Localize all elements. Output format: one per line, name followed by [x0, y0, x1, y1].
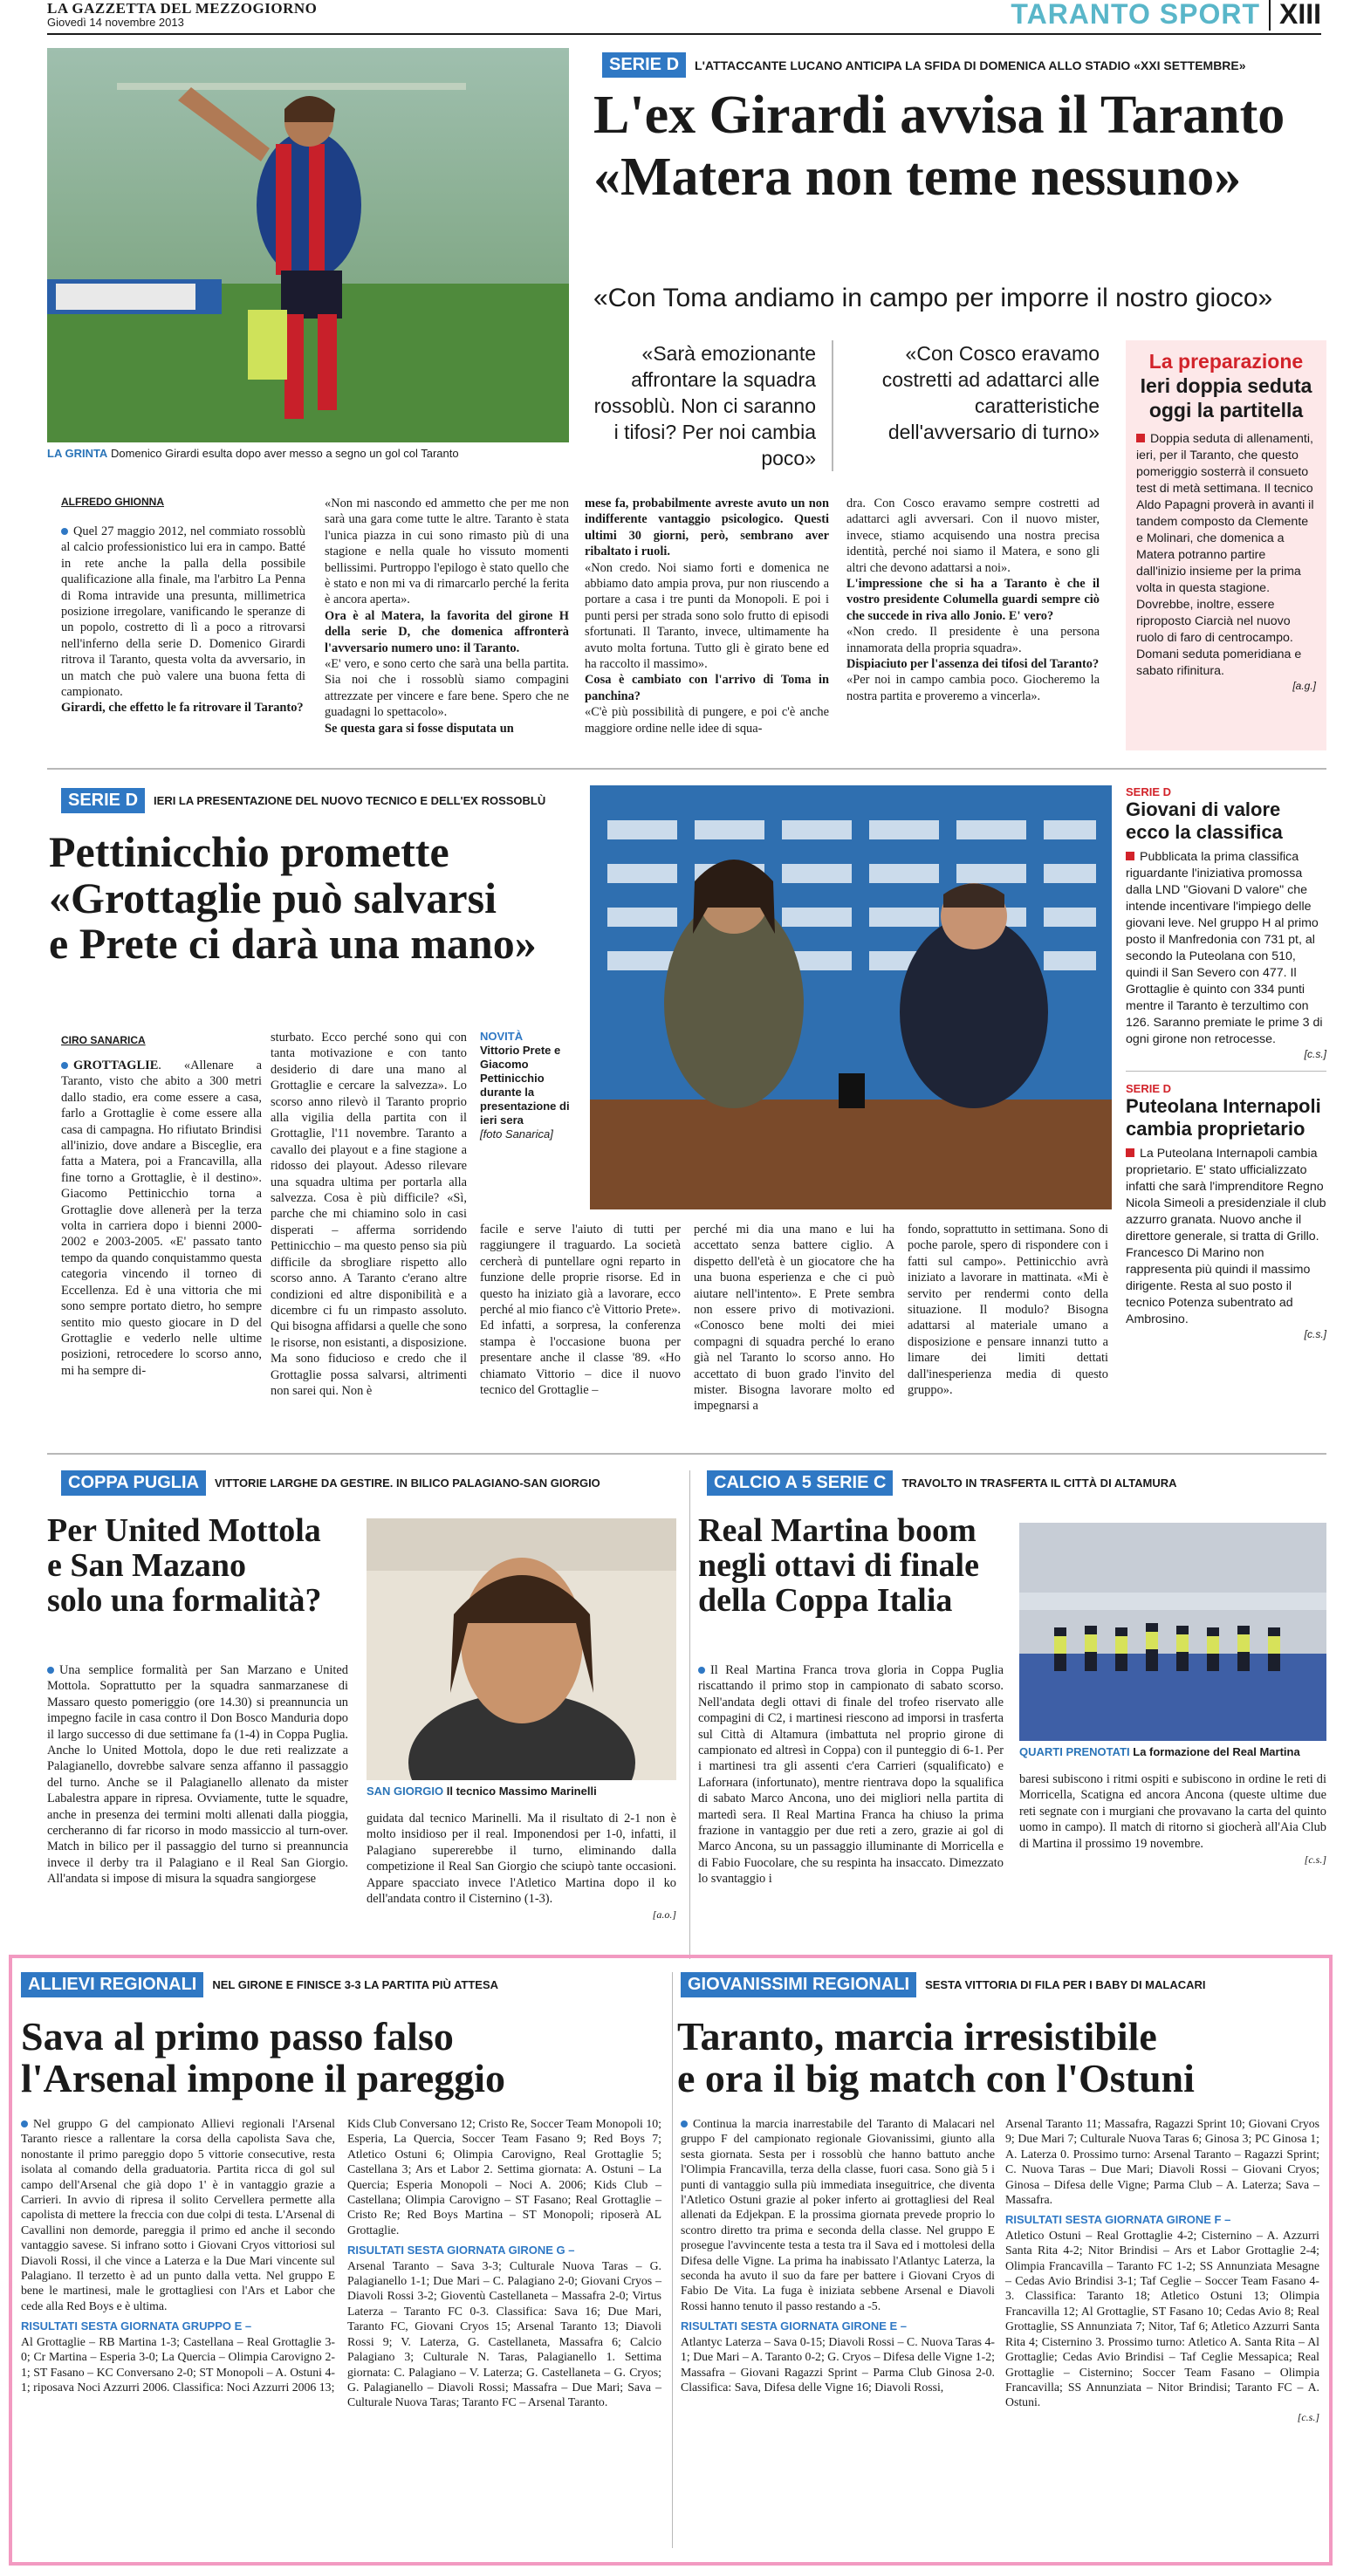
headline-line-2: e ora il big match con l'Ostuni [677, 2056, 1195, 2101]
bullet-icon [1126, 852, 1134, 860]
article3-kicker [61, 1470, 707, 1496]
article-signature: [a.o.] [652, 1908, 676, 1922]
article4-body [698, 1662, 1004, 1887]
page-number: XIII [1269, 0, 1321, 31]
col-text: Quel 27 maggio 2012, nel commiato rossoblù al calcio professionistico lui era in campo. Batté in rete anche la palla della possibile qualificazione alla finale, ma l'arbitro La Penna di Roma intravide una presunta, millimetrica posizione irregolare, vanificando le speranze di un popolo, costretto di lì a poco a ritrovarsi nell'inferno della serie D. Domenico Girardi ritrova il Taranto, questa volta da avversario, in un match che può valere una buona fetta di campionato. [61, 524, 305, 700]
quote-divider [832, 340, 833, 471]
headline-line-2: l'Arsenal impone il pareggio [21, 2056, 505, 2101]
team-image [1019, 1523, 1326, 1741]
headline-line-1: Pettinicchio promette [49, 827, 449, 876]
article3-body-2 [367, 1811, 676, 1923]
article-signature: [c.s.] [1304, 1853, 1326, 1867]
col-text: Il Real Martina Franca trova gloria in Coppa Puglia riscattando il primo stop in campionato di sabato scorso. Nell'andata degli ottavi di finale del trofeo riservato alle compagini di C2, i martinesi riescono ad imporsi in trasferta sul Città di Altamura (imbattuta nel proprio girone di campionato ed altresì in Coppa) con il punteggio di 6-1. Per i martinesi tra gli assenti c'era Carrieri (squalificato) e Laforнara (infortunato), mentre rientrava dopo la squalifica di sabato Marco Ancona, uno dei migliori nella partita di martedì sera. Il Real Martina Franca ha chiuso la prima frazione in vantaggio per due reti a zero, grazie ai gol di Marco Ancona, su un passaggio illuminante di Morricella e di Fabio Fuocolare, che su respinta ha insaccato. Dimezzato lo svantaggio i [698, 1663, 1004, 1887]
kicker-text: VITTORIE LARGHE DA GESTIRE. IN BILICO PALAGIANO-SAN GIORGIO [215, 1476, 600, 1490]
article4-headline [698, 1514, 995, 1619]
kicker-label: SERIE D [602, 52, 686, 78]
sidebar-text: Doppia seduta di allenamenti, ieri, per il Taranto, che questo pomeriggio sosterrà il consueto test di metà settimana. Il tecnico Aldo Papagni proverà in avanti il tandem composto da Clemente e Molinari, che domenica a Matera potranno partire dall'inizio insieme per la prima volta in questa stagione. Dovrebbe, inoltre, essere riproposto Ciarcià nel nuovo ruolo di faro di centrocampo. Domani seduta pomeridiana e sabato rifinitura. [1136, 432, 1314, 678]
interview-question: Girardi, che effetto le fa ritrovare il Taranto? [61, 701, 304, 716]
headline-line-1: Sava al primo passo falso [21, 2014, 454, 2059]
col-text: Nel gruppo G del campionato Allievi regionali l'Arsenal Taranto riesce a rallentare la corsa della capolista Sava che, nonostante il primo pareggio dopo 5 vittorie consecutive, resta isolata al comando della graduatoria. Partita ricca di gol sul campo dell'Arsenal che già dopo 1' è in vantaggio grazie a Carrieri. In avvio di ripresa il solito Cervellera permette alla capolista di mettere la freccia con due colpi di testa. L'Arsenal di Cavallini non demorde, pareggia il primo ed anche il secondo vantaggio savese. Si infrano sotto i Giovani Cryos vittoriosi sul Diavoli Rossi, il che vince a Laterza e la Due Mari vincente sul Palagiano. Il terzetto è ad un punto dalla vetta. Nel gruppo E bene le martinesi, male le grottagliesi con l'Ars et Labor che cede alla Red Boys e è ultima. [21, 2117, 335, 2312]
preparation-sidebar [1126, 340, 1326, 750]
headline-line-1: Per United Mottola [47, 1512, 321, 1549]
headline-line-2: negli ottavi di finale [698, 1546, 979, 1584]
lead-dot-icon [681, 2120, 688, 2127]
results-text: Arsenal Taranto – Sava 3-3; Culturale Nuova Taras – G. Palagianello 1-1; Due Mari – C. Palagiano 2-0; Giovani Cryos – Diavoli Rossi 3-2; Gioventù Castellaneta – Massafra 2-0; Virtus Laterza – Taranto FC 0-3. Classifica: Sava 16; Due Mari, Taranto FC, Giovani Cryos 15; Arsenal Taranto 13; Diavoli Rossi 9; V. Laterza, G. Castellaneta, Massafra 6; Calcio Palagiano 3; Culturale N. Taras, Palagianello 1. Settima giornata: C. Palagiano – V. Laterza; G. Castellaneta – G. Cryos; G. Palagianello – Diavoli Rossi; Massafra – Due Mari; Sava – Culturale Nuova Taras; Taranto FC – Arsenal Taranto. [347, 2258, 661, 2409]
sidebar-kicker: La preparazione [1148, 350, 1304, 373]
interview-question: Dispiaciuto per l'assenza dei tifosi del Taranto? [846, 657, 1100, 672]
col-text: fondo, soprattutto in settimana. Sono di poche parole, spero di rispondere con i fatti sul campo». Pettinicchio avrà iniziato a lavorare in mattinata. «Mi è servito per rendermi conto della situazione. Il modulo? Bisogna adattarsi al materiale umano a disposizione e pensare innanzi tutto a limare dei limiti dettati dall'inesperienza media di questo gruppo». [908, 1223, 1108, 1398]
results-text: Atletico Ostuni – Real Grottaglie 4-2; Cisternino – A. Azzurri Santa Rita 4-2; Nitor Brindisi – Ars et Labor Grottaglie 2-4; Olimpia Francavilla – Taranto FC 1-2; SS Annunziata Mesagne – Cedas Avio Brindisi 3-1; Taf Ceglie – Soccer Team Fasano 4-3. Classifica: Taranto 18; Atletico Ostuni 13; Olimpia Francavilla 12; Al Grottaglie, ST Fasano 10; Cedas Avio 8; Real Grottaglie, SS Annunziata 7; Nitor, Taf 6; Atletico Azzurri Santa Rita 4; Cisternino 3. Prossimo turno: Atletico A. Santa Rita – Al Grottaglie; Cedas Avio Brindisi – Taf Ceglie Messapica; Real Grottaglie – Cisternino; Soccer Team Fasano – Olimpia Francavilla; SS Annunziata – Nitor Brindisi; Taranto FC – A. Ostuni. [1005, 2228, 1319, 2409]
press-conference-photo [590, 785, 1112, 1209]
article2-col-4 [694, 1222, 894, 1415]
bullet-icon [1136, 434, 1145, 442]
col-text: «Non credo. Noi siamo forti e domenica ne abbiamo dato ampia prova, pur non riuscendo a portare a casa i tre punti da Monopoli. E poi i punti persi per strada sono solo frutto di episodi sfortunati. Il Taranto, invece, ultimamente ha avuto molta fortuna. Tutto gli è girato bene ed ha raccolto il massimo». [585, 560, 829, 672]
marinelli-photo [367, 1518, 676, 1780]
article5-headline [21, 2016, 667, 2100]
sidebar-text: La Puteolana Internapoli cambia proprietario. E' stato ufficializzato infatti che sarà l'imprenditore Regno Nicola Simeoli a presidenziale il club azzurro granata. Nuovo anche il direttore generale, si tratta di Grillo. Francesco Di Marino non rappresenta più quindi il massimo dirigente. Resta al suo posto il tecnico Potenza subentrato ad Ambrosino. [1126, 1147, 1326, 1326]
col-text: «E' vero, e sono certo che sarà una bella partita. Sia noi che i rossoblù siamo compagini attrezzate per vincere e fare bene. Spero che ne guadagni lo spettacolo». [325, 657, 569, 720]
sidebar-title: Puteolana Internapoli cambia proprietario [1126, 1095, 1321, 1140]
headline-line-1: Taranto, marcia irresistibile [677, 2014, 1157, 2059]
headline-line-3: della Coppa Italia [698, 1581, 953, 1619]
col-text: «Non mi nascondo ed ammetto che per me non sarà una gara come tutte le altre. Taranto è stata l'unica piazza in cui sono rimasto più di una stagione e nella quale ho vissuto momenti bellissimi. Purtroppo l'epilogo è stato quello che è stato e non mi va di rimarcarlo perché la ferita è ancora aperta». [325, 497, 569, 607]
masthead [47, 0, 1321, 35]
newspaper-name: LA GAZZETTA DEL MEZZOGIORNO [47, 0, 318, 17]
article2-col-2 [271, 1030, 467, 1399]
article2-col-1: GROTTAGLIE. «Allenare a Taranto, visto che abito a 300 metri dallo stadio, era come essere a casa, farlo a Grottaglie è come essere alla casa di campagna. Ho rifiutato Brindisi all'inizio, dove andare a Bisceglie, era fatta a Matera, poi a Francavilla, alla fine torno a Grottaglie, è il destino». Giacomo Pettinicchio torna a Grottaglie dove allenerà per la terza volta in carriera dopo i bienni 2000-2002 e 2003-2005. «E' passato tanto tempo da quando conquistammo questa categoria vincendo il torneo di Eccellenza. Ed è una vittoria che mi sono sempre portato dietro, ho sempre sentito mio questo giocare in D del Grottaglie e vederlo nelle ultime posizioni, retrocedere lo scorso anno, mi ha sempre di- [61, 1058, 262, 1378]
article1-col-1 [61, 524, 305, 716]
headline-line-3: e Prete ci darà una mano» [49, 919, 537, 968]
col-text: «Allenare a Taranto, visto che abito a 300 metri dallo stadio, era come essere a casa, farlo a Grottaglie è come essere alla casa di campagna. Ho rifiutato Brindisi all'inizio, dove andare a Bisceglie, era fatta a Matera, poi a Francavilla, alla fine torno a Grottaglie, è il destino». Giacomo Pettinicchio torna a Grottaglie dove allenerà per la terza volta in carriera dopo i bienni 2000-2002 e 2003-2005. «E' passato tanto tempo da quando conquistammo questa categoria vincendo il torneo di Eccellenza. Ed è una vittoria che mi sono sempre portato dietro, ho sempre sentito mio questo giocare in D del Grottaglie e vederlo nelle ultime posizioni, retrocedere lo scorso anno, mi ha sempre di- [61, 1058, 262, 1378]
results-text: Kids Club Conversano 12; Cristo Re, Soccer Team Monopoli 10; Esperia, La Quercia, Soccer Team Fasano 9; Red Boys 7; Atletico Ostuni 6; Olimpia Carovigno, Real Grottaglie 5; Castellana 3; Ars et Labor 2. Settima giornata: A. Ostuni – La Quercia; Esperia Monopoli – Noci A. 2006; Kids Club – Castellana; Olimpia Carovigno – ST Fasano; Real Grottaglie – Cristo Re; Red Boys Martina – ST Monopoli; riposerà AL Grottaglie. [347, 2117, 661, 2237]
sidebar-signature: [a.g.] [1292, 680, 1316, 692]
results-heading: RISULTATI SESTA GIORNATA GIRONE E – [681, 2319, 908, 2333]
col-text: guidata dal tecnico Marinelli. Ma il risultato di 2-1 non è molto insidioso per il real. Imponendosi per 1-0, infatti, il Palagiano supererebbe il turno, eliminando dalla competizione il Real San Giorgio che sciupò tante occasioni. Appare spacciato invece l'Atletico Martina dopo il ko dell'andata contro il Cisternino (1-3). [367, 1812, 676, 1907]
caption-tag: SAN GIORGIO [367, 1785, 444, 1798]
section-divider [47, 1453, 1326, 1455]
caption-text: La formazione del Real Martina [1133, 1745, 1300, 1758]
article3-body [47, 1662, 348, 1887]
article1-subhead: «Con Toma andiamo in campo per imporre il nostro gioco» [593, 284, 1273, 312]
caption-text: Il tecnico Massimo Marinelli [446, 1785, 597, 1798]
article2-byline: CIRO SANARICA [61, 1034, 146, 1046]
col-text: «C'è più possibilità di pungere, e poi c'è anche maggiore ordine nelle idee di squa- [585, 705, 829, 736]
article1-col-2 [325, 496, 569, 736]
bullet-icon [1126, 1148, 1134, 1157]
kicker-text: NEL GIRONE E FINISCE 3-3 LA PARTITA PIÙ ATTESA [212, 1978, 499, 1991]
article2-kicker [61, 788, 602, 813]
sidebar-kicker: SERIE D [1126, 785, 1172, 798]
pull-quote-1: «Sarà emozionante affrontare la squadra rossoblù. Non ci saranno i tifosi? Per noi cambia poco» [593, 342, 816, 469]
kicker-text: SESTA VITTORIA DI FILA PER I BABY DI MALACARI [925, 1978, 1206, 1991]
kicker-label: GIOVANISSIMI REGIONALI [681, 1972, 916, 1997]
article6-headline [677, 2016, 1323, 2100]
article4-body-2 [1019, 1771, 1326, 1867]
col-text: dra. Con Cosco eravamo sempre costretti ad adattarci agli avversari. Con il nuovo mister, invece, stiamo acquisendo una nostra precisa identità, perché noi siamo il Matera, e sono gli altri che devono adattarsi a noi». [846, 497, 1100, 575]
results-heading: RISULTATI SESTA GIORNATA GIRONE G – [347, 2244, 575, 2257]
sidebar-kicker: SERIE D [1126, 1082, 1172, 1095]
article4-kicker [707, 1470, 1326, 1496]
results-heading: RISULTATI SESTA GIORNATA GRUPPO E – [21, 2319, 252, 2333]
results-text: Al Grottaglie – RB Martina 1-3; Castellana – Real Grottaglie 3-0; Cr Martina – Esperia 3-0; La Quercia – Olimpia Carovigno 2-1; ST Fasano – KC Conversano 2-0; ST Monopoli – A. Ostuni 4-1; riposava Noci Azzurri 2006. Classifica: Noci Azzurri 2006 13; [21, 2334, 335, 2394]
interview-question: Se questa gara si fosse disputata un [325, 721, 514, 736]
lead-dot-icon [47, 1667, 54, 1674]
novita-caption [480, 1030, 576, 1141]
youth-ranking-sidebar [1126, 785, 1326, 1340]
headline-line-2: «Grottaglie può salvarsi [49, 873, 497, 922]
col-text: sturbato. Ecco perché sono qui con tanta motivazione e con tanto desiderio di dare una mano al Grottaglie e cercare la salvezza». Lo scorso anno rilevò il Taranto proprio alla vigilia della partita con il Grottaglie, l'11 novembre. Taranto a cavallo dei playout e a fine stagione a ridosso dei playout. Adesso rilevare una squadra ultima per portarla alla salvezza. Cosa è più difficile? «Sì, parche che mi chiamino solo in casi disperati – afferma sorridendo Pettinicchio – ma questo penso sia più difficile da sbrogliare rispetto allo scorso anno. A Taranto c'erano altre condizioni ed altre disponibilità e a dicembre ci fu un rimpasto assoluto. Qui bisogna affidarsi a quelle che sono le risorse, non esistanti, a disposizione. Ma sono fiducioso e credo che il Grottaglie possa salvarsi, altrimenti non sarei qui. Non è [271, 1031, 467, 1398]
col-text: «Non credo. Il presidente è una persona innamorata della propria squadra». [846, 625, 1100, 655]
sidebar-title: Giovani di valore ecco la classifica [1126, 798, 1283, 843]
article5-col-2 [347, 2116, 661, 2410]
kicker-label: SERIE D [61, 788, 145, 813]
article1-headline [593, 87, 1326, 206]
section-title: TARANTO SPORT [1011, 0, 1260, 30]
article1-byline: ALFREDO GHIONNA [61, 496, 164, 508]
article2-headline [49, 829, 607, 967]
sidebar-body [1136, 431, 1316, 680]
girardi-photo-caption [47, 447, 571, 461]
photo-credit: [foto Sanarica] [480, 1127, 553, 1141]
sidebar-title: Ieri doppia seduta oggi la partitella [1140, 374, 1312, 421]
article2-col-3 [480, 1222, 681, 1398]
sidebar-body [1126, 1146, 1326, 1328]
marinelli-caption [367, 1785, 681, 1798]
real-martina-photo [1019, 1523, 1326, 1741]
kicker-label: COPPA PUGLIA [61, 1470, 206, 1496]
article6-kicker [681, 1972, 1326, 1997]
headline-line-3: solo una formalità? [47, 1581, 322, 1619]
lead-dot-icon [61, 528, 68, 535]
headline-line-2: e San Mazano [47, 1546, 246, 1584]
kicker-text: IERI LA PRESENTAZIONE DEL NUOVO TECNICO E DELL'EX ROSSOBLÙ [154, 794, 546, 807]
headline-line-2: «Matera non teme nessuno» [593, 147, 1242, 208]
article6-col-1 [681, 2116, 995, 2394]
kicker-text: TRAVOLTO IN TRASFERTA IL CITTÀ DI ALTAMURA [901, 1476, 1177, 1490]
dateline: GROTTAGLIE [73, 1058, 159, 1072]
article5-kicker [21, 1972, 649, 1997]
col-text: Continua la marcia inarrestabile del Taranto di Malacari nel gruppo F del campionato regionale Giovanissimi, giunto alla sesta giornata. Sesta per i rossoblù che hanno battuto anche l'Olimpia Francavilla, terza della classe, fuori casa. Sono già 5 i punti di vantaggio sulla più immediata inseguitrice, che diventa l'Atletico Ostuni grazie al poker inferto ai grottagliesi del Real allenati da Edjekpan. E la prossima giornata prevede proprio lo scontro diretto tra prima e seconda della classe. Nel gruppo E prosegue l'avvincente testa a testa tra il Sava ed i mottolesi della Difesa delle Vigne. La prima ha inabissato l'Atlantyc Laterza, la seconda ha avuto il suo da fare per battere i Giovani Cryos di Fabio De Vita. La fuga è iniziata sebbene Arsenal e Diavoli Rossi hanno tenuto il passo restando a -5. [681, 2117, 995, 2312]
section-divider [47, 768, 1326, 770]
headline-line-1: L'ex Girardi avvisa il Taranto [593, 86, 1285, 145]
caption-tag: LA GRINTA [47, 447, 108, 460]
results-text: Arsenal Taranto 11; Massafra, Ragazzi Sprint 10; Giovani Cryos 9; Due Mari 7; Culturale Nuova Taras 6; Ginosa 3; PC Ginosa 1; A. Laterza 0. Prossimo turno: Arsenal Taranto – Ragazzi Sprint; C. Nuova Taras – Due Mari; Diavoli Rossi – Giovani Cryos; Ginosa – Difesa delle Vigne; Parma Club – A. Laterza; Sava – Massafra. [1005, 2117, 1319, 2207]
pull-quote-2: «Con Cosco eravamo costretti ad adattarci alle caratteristiche dell'avversario di turno» [881, 342, 1100, 443]
article1-col-3 [585, 496, 829, 736]
real-martina-caption [1019, 1745, 1333, 1759]
sidebar-text: Pubblicata la prima classifica riguardante l'iniziativa promossa dalla LND "Giovani D valore" che intende incentivare l'impiego delle giovani leve. Nel gruppo H al primo posto il Manfredonia con 731 pt, al secondo la Puteolana con 510, quindi il San Severo con 477. Il Grottaglie è quinto con 334 punti mentre il Taranto è terzultimo con 126. Saranno premiate le prime 3 di ogni girone non retrocesse. [1126, 850, 1323, 1046]
interview-question: Cosa è cambiato con l'arrivo di Toma in panchina? [585, 673, 829, 703]
portrait-image [367, 1518, 676, 1780]
soccer-player-image [47, 48, 569, 442]
caption-tag: NOVITÀ [480, 1030, 524, 1043]
press-conference-image [590, 785, 1112, 1209]
caption-tag: QUARTI PRENOTATI [1019, 1745, 1130, 1758]
article-signature: [c.s.] [1297, 2410, 1319, 2423]
caption-text: Vittorio Prete e Giacomo Pettinicchio durante la presentazione di ieri sera [480, 1044, 570, 1127]
article1-kicker [602, 52, 1326, 78]
lead-dot-icon [698, 1667, 705, 1674]
results-heading: RISULTATI SESTA GIORNATA GIRONE F – [1005, 2213, 1231, 2227]
interview-question: mese fa, probabilmente avreste avuto un non indifferente vantaggio psicologico. Questi ultimi 30 giorni, però, sembrano aver ribaltato i ruoli. [585, 497, 829, 559]
sidebar-divider [1126, 1071, 1326, 1072]
column-divider [672, 1972, 673, 2548]
col-text: «Per noi in campo cambia poco. Giocheremo la nostra partita e proveremo a vincerla». [846, 673, 1100, 703]
kicker-text: L'ATTACCANTE LUCANO ANTICIPA LA SFIDA DI DOMENICA ALLO STADIO «XXI SETTEMBRE» [695, 58, 1246, 72]
sidebar-body [1126, 849, 1326, 1048]
article5-col-1 [21, 2116, 335, 2394]
girardi-photo [47, 48, 569, 442]
sidebar-signature: [c.s.] [1304, 1328, 1326, 1340]
kicker-label: CALCIO A 5 SERIE C [707, 1470, 893, 1496]
col-text: Una semplice formalità per San Marzano e United Mottola. Soprattutto per la squadra sanmarzanese di Massaro questo pomeriggio (ore 14.30) si preannuncia un impegno facile in casa contro il Don Bosco Manduria dopo il largo successo di due settimane fa (1-4) in Coppa Puglia. Anche lo United Mottola, dopo le due reti realizzate a Palagianello, dovrebbe salvare senza affanno il passaggio del turno. Anche se il Palagianello allenato da mister Labalestra appare in ripresa. Ovviamente, tutte le squadre, anche in presenza dei termini molti allenati dalla pioggia, cercheranno di far ricorso in modo massiccio al turn-over. Match in bilico per il passaggio del turno si preannuncia invece il derby tra il Palagiano e il Real San Giorgio. All'andata si impose di misura la squadra sangiorgese [47, 1663, 348, 1887]
col-text: perché mi dia una mano e lui ha accettato senza battere ciglio. A dispetto dell'età è un giocatore che ha una buona esperienza e che ci può aiutare nell'intento». E Prete sembra non essere privo di motivazioni. «Conosco bene molti dei miei compagni di squadra perché lo erano già nel Taranto lo scorso anno. Ho accettato di buon grado l'invito del mister. Bisogna lavorare molto ed impegnarsi a [694, 1223, 894, 1414]
caption-text: Domenico Girardi esulta dopo aver messo a segno un gol col Taranto [110, 447, 459, 460]
results-text: Atlantyc Laterza – Sava 0-15; Diavoli Rossi – C. Nuova Taras 4-1; Due Mari – A. Taranto 0-2; G. Cryos – Difesa delle Vigne 1-2; Massafra – Giovani Ragazzi Sprint – Parma Club Ginosa 2-0. Classifica: Sava, Difesa delle Vigne 16; Diavoli Rossi, [681, 2334, 995, 2394]
issue-date: Giovedì 14 novembre 2013 [47, 16, 184, 29]
lead-dot-icon [21, 2120, 28, 2127]
interview-question: L'impressione che si ha a Taranto è che il vostro presidente Columella guardi sempre ciò che succede in riva allo Jonio. E' vero? [846, 577, 1100, 623]
lead-dot-icon [61, 1062, 68, 1069]
headline-line-1: Real Martina boom [698, 1512, 977, 1549]
sidebar-signature: [c.s.] [1304, 1048, 1326, 1060]
article2-col-5 [908, 1222, 1108, 1398]
article3-headline [47, 1514, 344, 1619]
article6-col-2 [1005, 2116, 1319, 2425]
col-text: facile e serve l'aiuto di tutti per raggiungere il traguardo. La società cercherà di puntellare ogni reparto in funzione delle proprie risorse. Ed in questo ha iniziato già a lavorare, ecco perché al mio fianco c'è Vittorio Prete». Ed infatti, a sorpresa, la conferenza stampa è l'occasione buona per presentare anche il classe '89. «Ho chiamato Vittorio – dice il nuovo tecnico del Grottaglie – [480, 1223, 681, 1398]
article1-col-4 [846, 496, 1100, 704]
kicker-label: ALLIEVI REGIONALI [21, 1972, 203, 1997]
column-divider [689, 1470, 690, 1959]
interview-question: Ora è al Matera, la favorita del girone H della serie D, che domenica affronterà l'avversario numero uno: il Taranto. [325, 608, 569, 655]
col-text: baresi subiscono i ritmi ospiti e subiscono in ordine le reti di Morricella, Scatigna ed ancora Ancona (queste ultime due reti segnate con i murgiani che provavano la carta del quinto uomo in campo). Il match di ritorno si giocherà all'Aia Club di Martina il prossimo 19 novembre. [1019, 1772, 1326, 1851]
